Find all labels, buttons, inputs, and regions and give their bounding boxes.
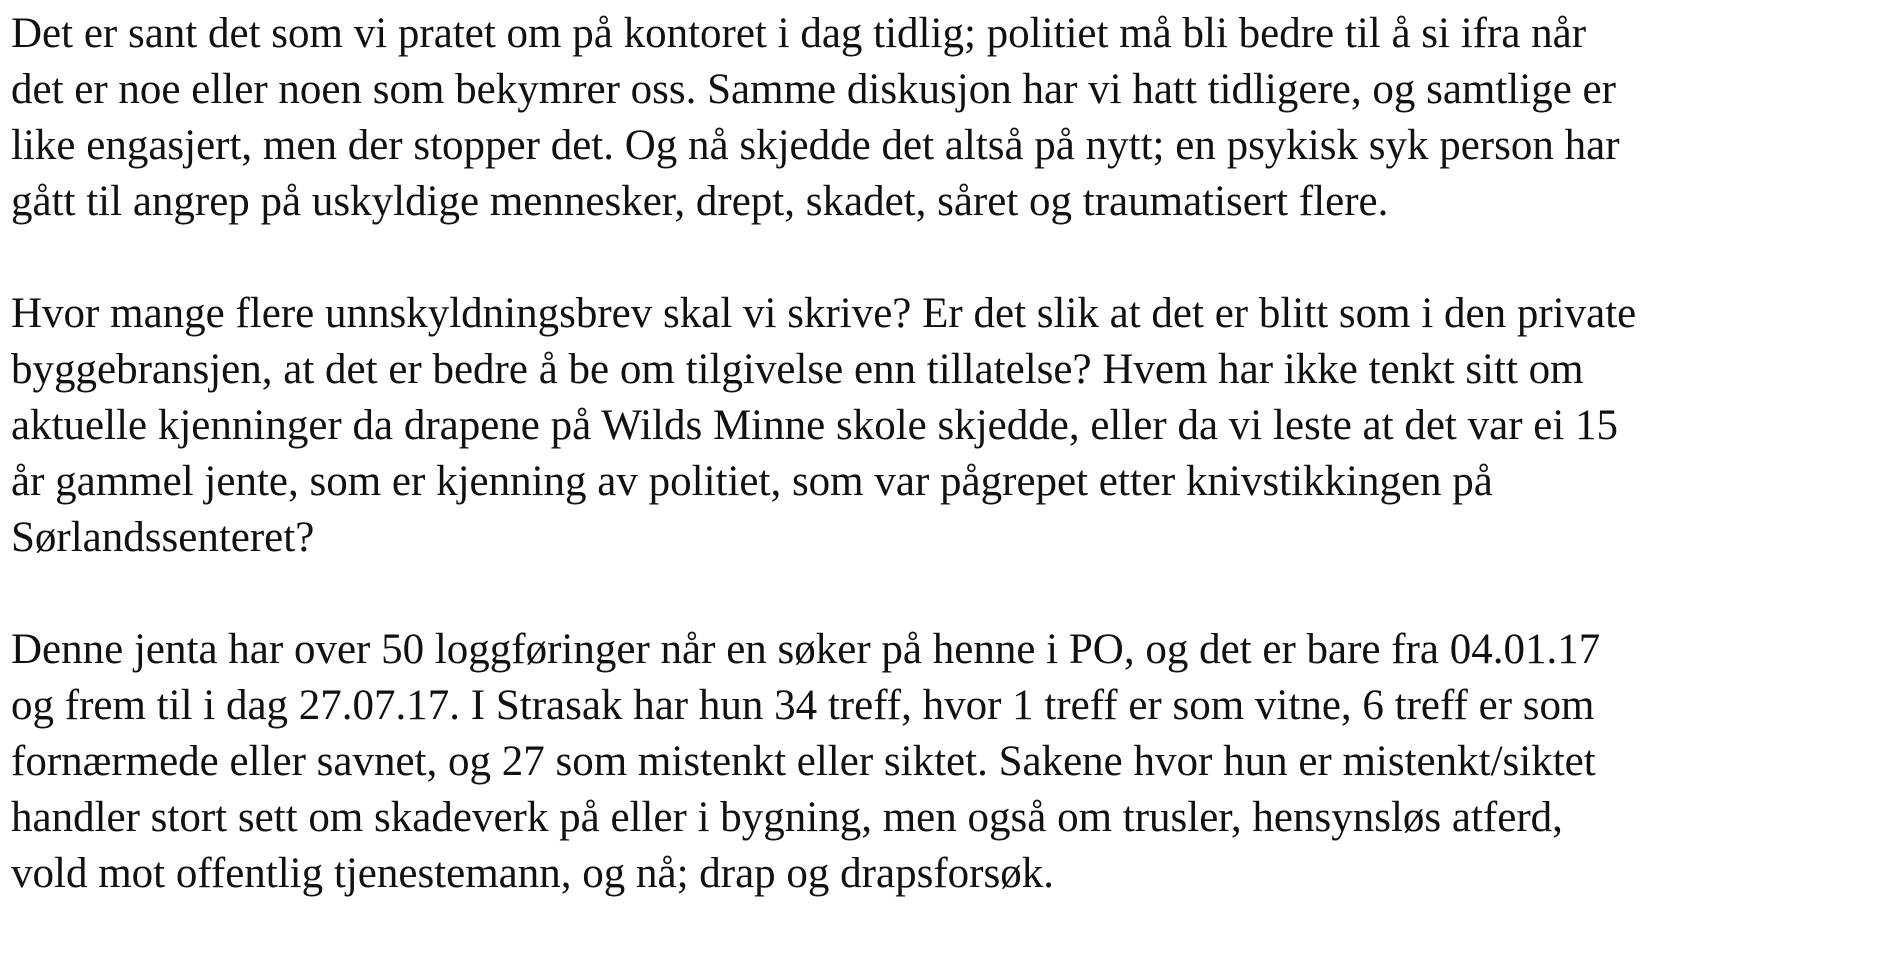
text-line: vold mot offentlig tjenestemann, og nå; drap og drapsforsøk. (11, 850, 1054, 897)
document-body (11, 6, 1881, 958)
text-line: like engasjert, men der stopper det. Og nå skjedde det altså på nytt; en psykisk syk person har (11, 122, 1620, 169)
paragraph-2 (11, 286, 1881, 566)
text-line: fornærmede eller savnet, og 27 som mistenkt eller siktet. Sakene hvor hun er mistenkt/siktet (11, 738, 1596, 785)
text-line: og frem til i dag 27.07.17. I Strasak har hun 34 treff, hvor 1 treff er som vitne, 6 treff er som (11, 682, 1595, 729)
text-line: det er noe eller noen som bekymrer oss. Samme diskusjon har vi hatt tidligere, og samtlige er (11, 66, 1616, 113)
text-line: Denne jenta har over 50 loggføringer når en søker på henne i PO, og det er bare fra 04.01.17 (11, 626, 1601, 673)
text-line: Det er sant det som vi pratet om på kontoret i dag tidlig; politiet må bli bedre til å si ifra når (11, 10, 1587, 57)
text-line: gått til angrep på uskyldige mennesker, drept, skadet, såret og traumatisert flere. (11, 178, 1389, 225)
text-line: aktuelle kjenninger da drapene på Wilds Minne skole skjedde, eller da vi leste at det var ei 15 (11, 402, 1619, 449)
text-line: år gammel jente, som er kjenning av politiet, som var pågrepet etter knivstikkingen på (11, 458, 1493, 505)
text-line: byggebransjen, at det er bedre å be om tilgivelse enn tillatelse? Hvem har ikke tenkt sitt om (11, 346, 1584, 393)
paragraph-1 (11, 6, 1881, 230)
text-line: Hvor mange flere unnskyldningsbrev skal vi skrive? Er det slik at det er blitt som i den private (11, 290, 1637, 337)
paragraph-3 (11, 622, 1881, 902)
text-line: Sørlandssenteret? (11, 514, 315, 561)
text-line: handler stort sett om skadeverk på eller i bygning, men også om trusler, hensynsløs atferd, (11, 794, 1563, 841)
